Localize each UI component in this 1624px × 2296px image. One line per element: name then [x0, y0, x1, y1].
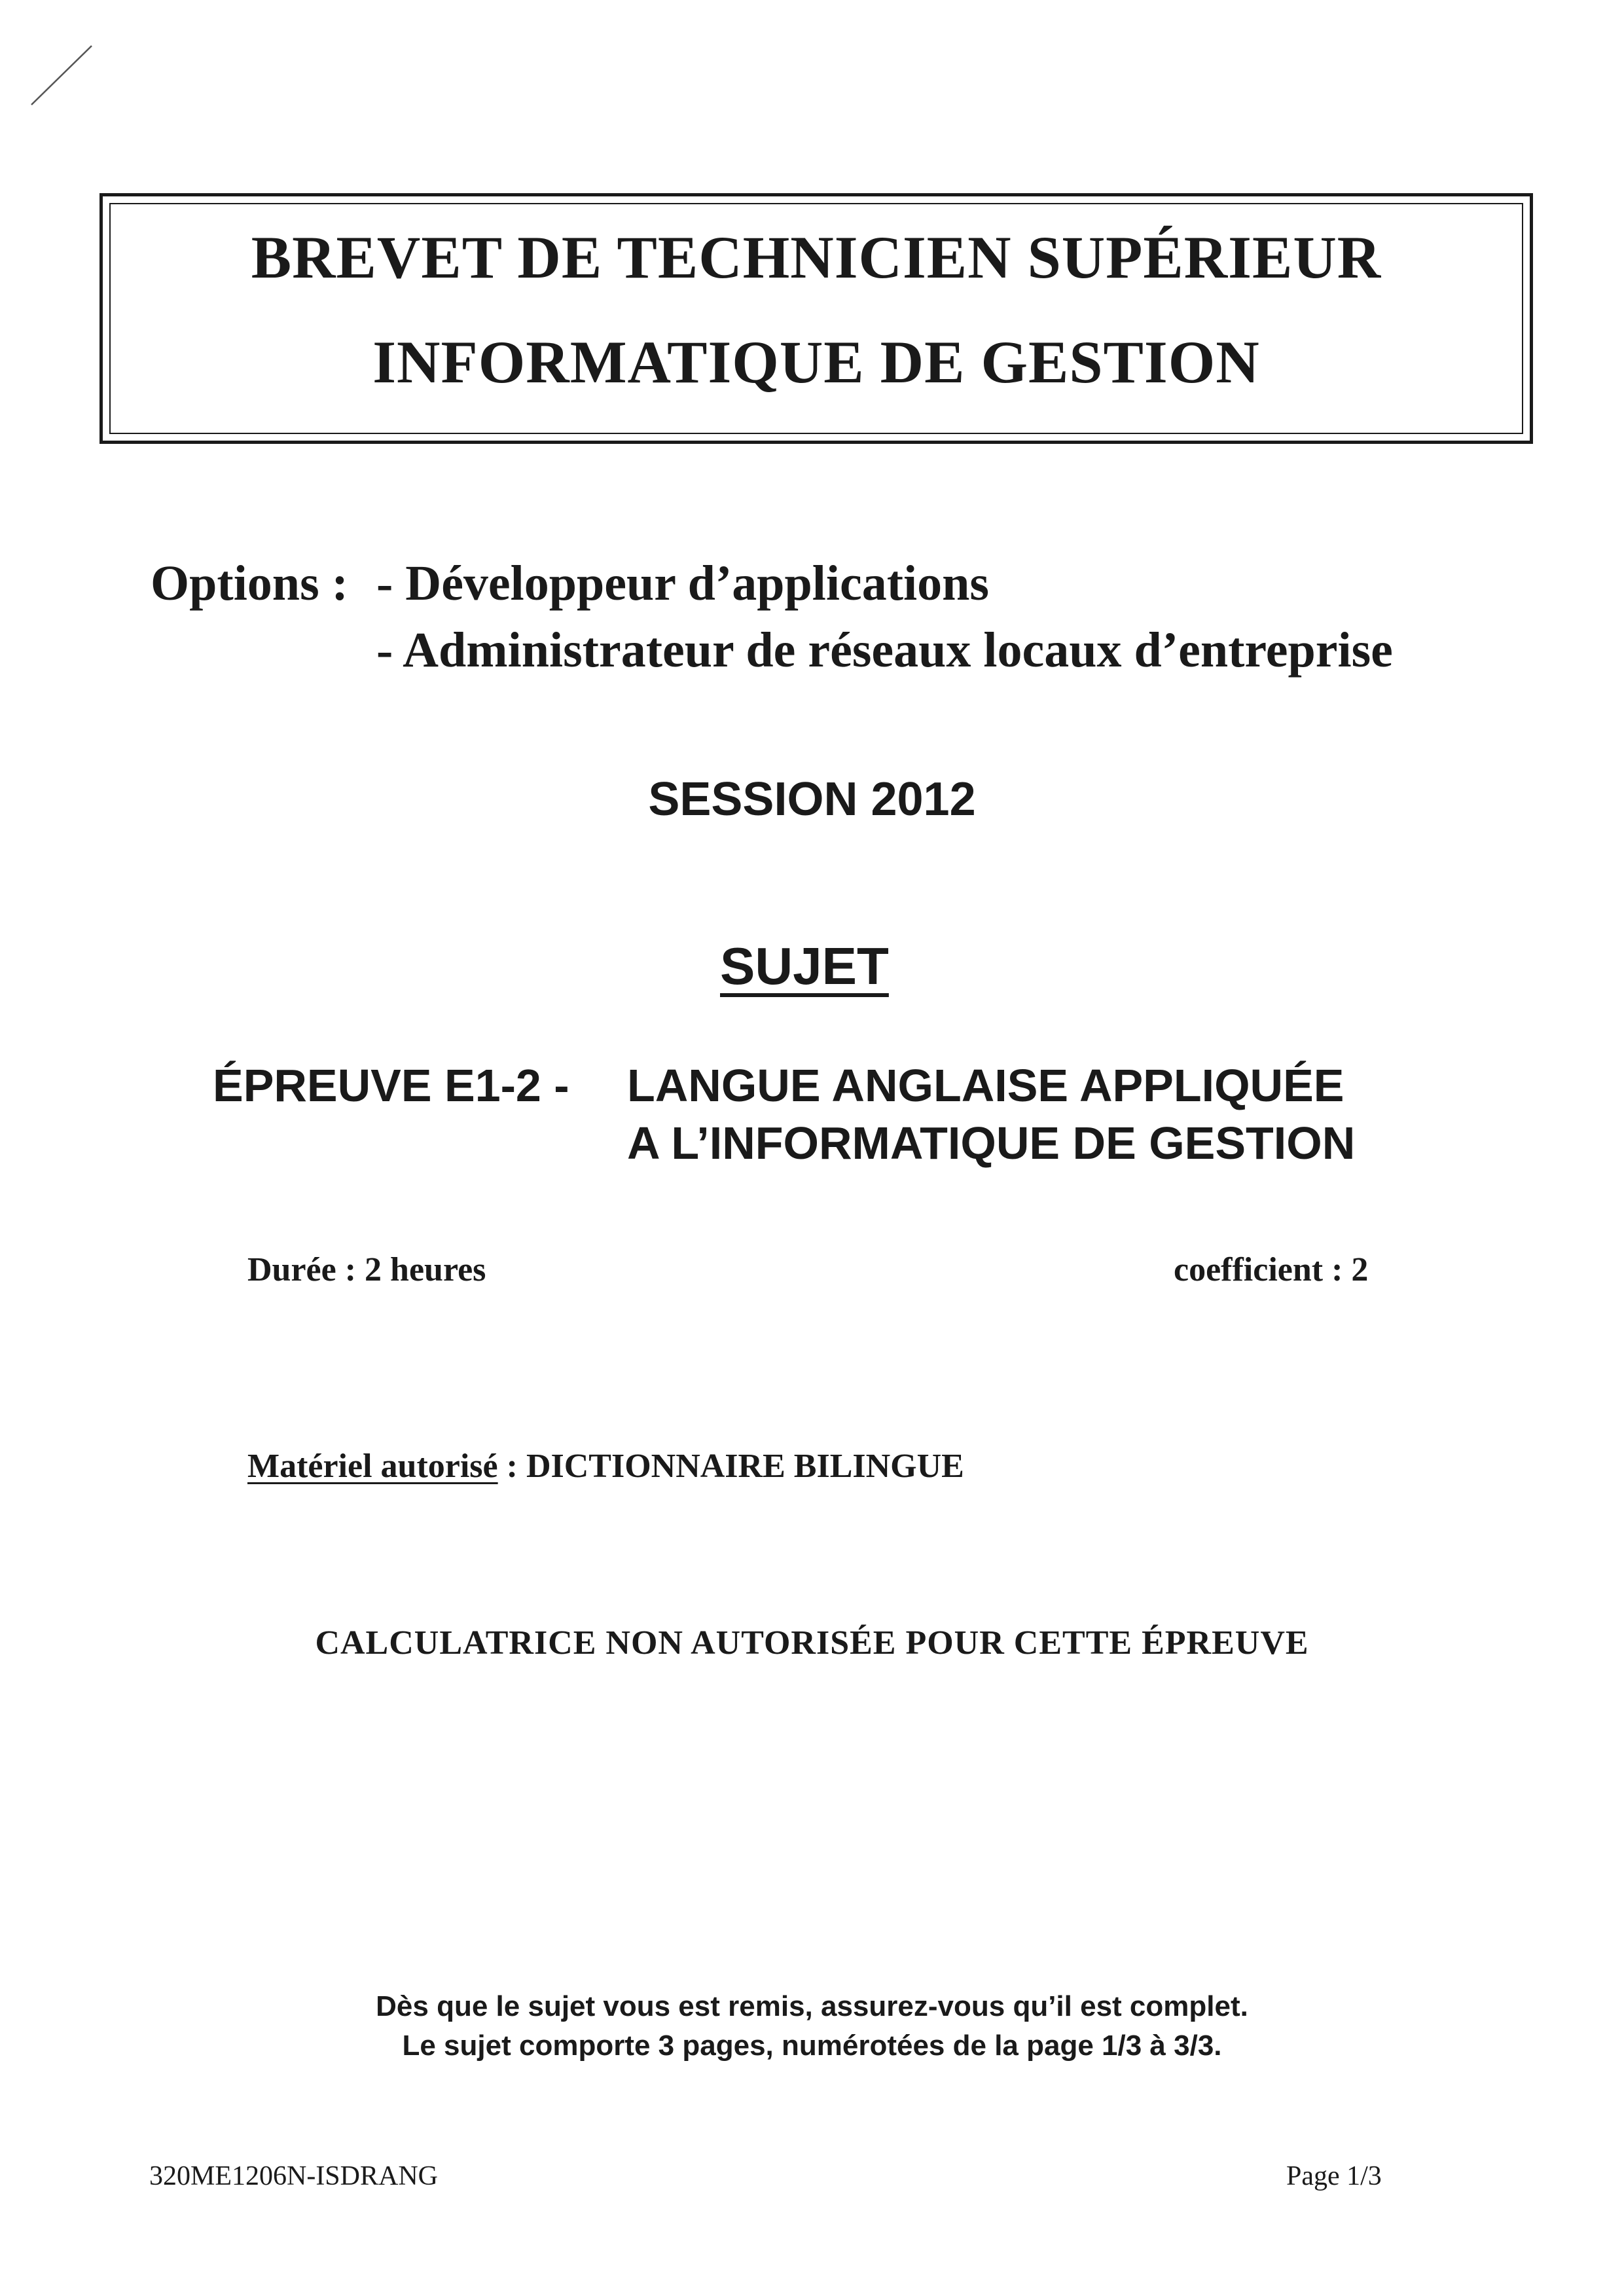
exam-duration: Durée : 2 heures: [247, 1251, 486, 1288]
exam-title-line1: LANGUE ANGLAISE APPLIQUÉE: [627, 1060, 1344, 1111]
allowed-material-label: Matériel autorisé: [247, 1448, 498, 1485]
exam-code: ÉPREUVE E1-2 -: [213, 1060, 569, 1111]
title-frame: [99, 193, 1533, 444]
diploma-title: BREVET DE TECHNICIEN SUPÉRIEUR: [251, 224, 1382, 291]
corner-pen-mark: [26, 39, 98, 111]
page-number: Page 1/3: [1286, 2161, 1382, 2191]
specialty-title: INFORMATIQUE DE GESTION: [372, 329, 1260, 395]
completeness-notice: Dès que le sujet vous est remis, assurez-vous qu’il est complet.: [376, 1990, 1248, 2022]
allowed-material: [247, 1447, 964, 1485]
page-count-notice: Le sujet comporte 3 pages, numérotées de la page 1/3 à 3/3.: [402, 2030, 1222, 2062]
exam-title-line2: A L’INFORMATIQUE DE GESTION: [627, 1118, 1356, 1169]
option-developer: - Développeur d’applications: [376, 556, 990, 611]
allowed-material-value: : DICTIONNAIRE BILINGUE: [497, 1448, 964, 1485]
exam-coefficient: coefficient : 2: [1174, 1251, 1369, 1288]
session-heading: [0, 773, 1624, 826]
document-reference: 320ME1206N-ISDRANG: [149, 2161, 438, 2191]
sujet-heading: SUJET: [720, 937, 889, 995]
session-text: SESSION 2012: [648, 773, 976, 826]
options-label: Options :: [151, 556, 348, 611]
option-network-admin: - Administrateur de réseaux locaux d’entreprise: [376, 623, 1393, 678]
calculator-notice: CALCULATRICE NON AUTORISÉE POUR CETTE ÉPREUVE: [315, 1624, 1309, 1662]
